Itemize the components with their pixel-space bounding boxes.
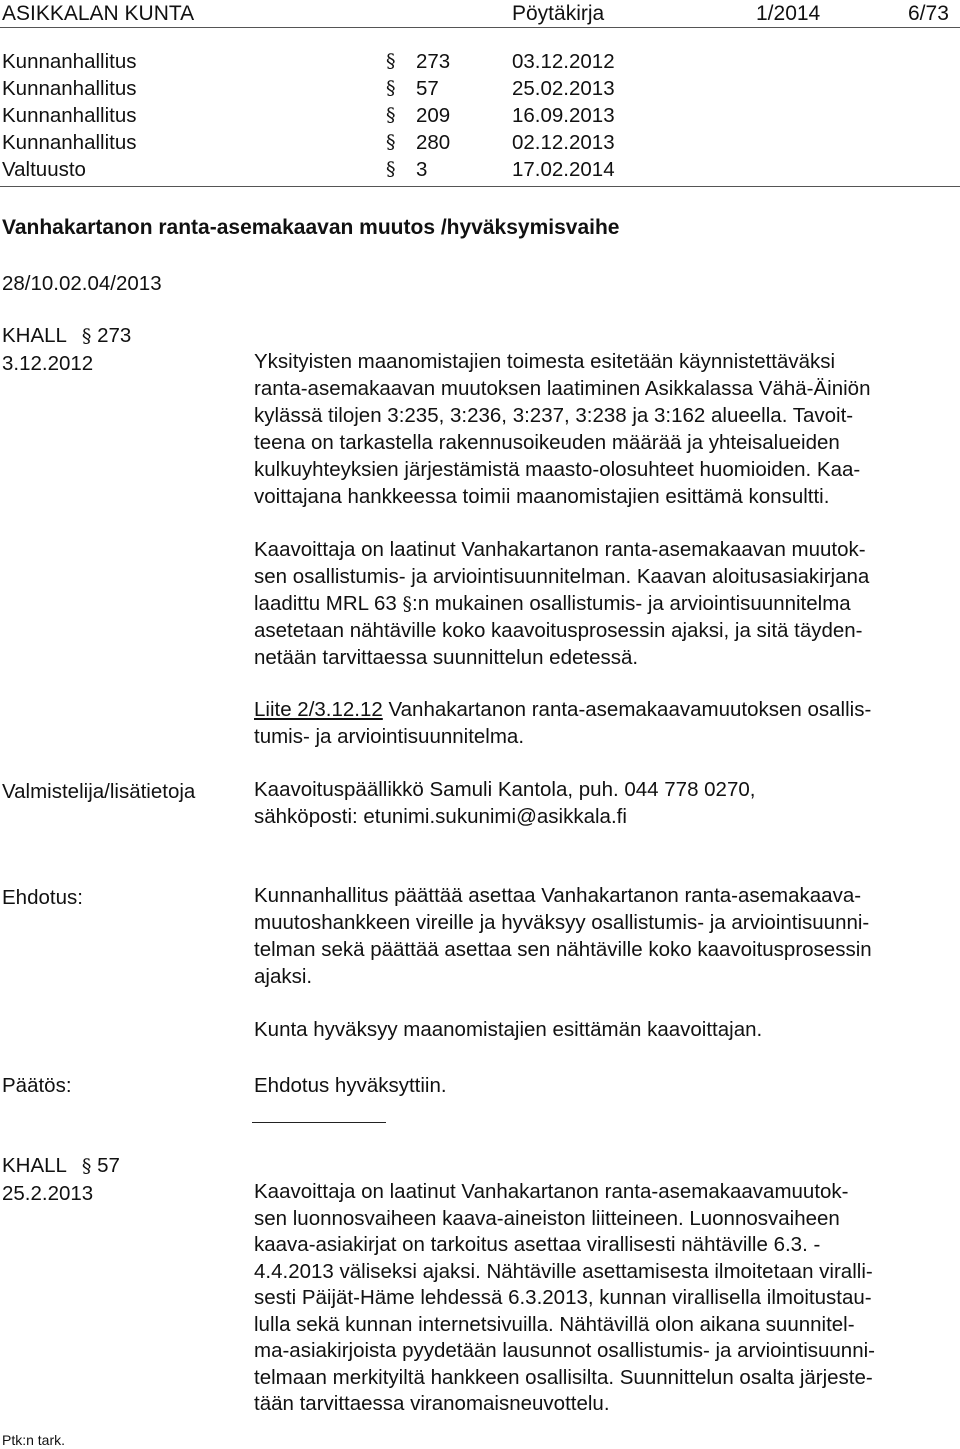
history-body: Kunnanhallitus (2, 104, 137, 127)
text-line: Kunta hyväksyy maanomistajien esittämän kaavoittajan. (254, 1018, 763, 1041)
kh1-body: KHALL (2, 324, 67, 347)
page-number: 6/73 (908, 2, 949, 25)
text-line: voittajana hankkeessa toimii maanomistajien esittämä konsultti. (254, 485, 830, 508)
section-sign-icon: § (402, 593, 413, 615)
text-line (254, 594, 851, 615)
history-row (2, 131, 702, 158)
text-line: sen osallistumis- ja arviointisuunnitelman. Kaavan aloitusasiakirjana (254, 565, 870, 588)
text-line: kaava-asiakirjat on tarkoitus asettaa virallisesti nähtäville 6.3. - (254, 1233, 821, 1256)
text-fragment: :n mukainen osallistumis- ja arviointisuunnitelma (412, 592, 851, 615)
section-divider (0, 186, 960, 187)
text-line: 4.4.2013 väliseksi ajaksi. Nähtäville asettamisesta ilmoitetaan viralli- (254, 1259, 873, 1283)
text-line: ranta-asemakaavan muutoksen laatiminen Asikkalassa Vähä-Äiniön (254, 377, 871, 400)
history-body: Kunnanhallitus (2, 50, 137, 73)
text-line: sähköposti: etunimi.sukunimi@asikkala.fi (254, 805, 627, 828)
text-line: kylässä tilojen 3:235, 3:236, 3:237, 3:238 ja 3:162 alueella. Tavoit- (254, 404, 854, 427)
history-number: 280 (416, 131, 451, 154)
text-fragment: laadittu MRL 63 (254, 592, 403, 615)
text-line: telmaan merkityiltä hankkeen osallisilta. Suunnittelun osalta järjeste- (254, 1365, 873, 1389)
text-line: telman sekä päättää asettaa sen nähtäville koko kaavoitusprosessin (254, 938, 872, 961)
footer-initials-label: Ptk:n tark. (2, 1432, 66, 1448)
proposal-label: Ehdotus: (2, 886, 83, 909)
history-row (2, 50, 702, 77)
history-number: 57 (416, 77, 439, 100)
section-sign-icon: § (81, 1155, 92, 1177)
kh1-heading (2, 324, 131, 348)
history-row (2, 77, 702, 104)
text-line: ajaksi. (254, 965, 313, 988)
municipality-name: ASIKKALAN KUNTA (2, 2, 195, 25)
text-line: kulkuyhteyksien järjestämistä maasto-olosuhteet huomioiden. Kaa- (254, 458, 861, 481)
history-row (2, 104, 702, 131)
section-sign-icon: § (386, 131, 396, 153)
preparer-label: Valmistelija/lisätietoja (2, 780, 196, 803)
text-line: netään tarvittaessa suunnittelun edetessä. (254, 646, 639, 669)
text-line: Kaavoituspäällikkö Samuli Kantola, puh. 044 778 0270, (254, 778, 756, 801)
history-number: 273 (416, 50, 451, 73)
kh2-body: KHALL (2, 1154, 67, 1177)
reference-number: 28/10.02.04/2013 (2, 272, 162, 295)
kh2-number: 57 (97, 1154, 120, 1177)
history-date: 03.12.2012 (512, 50, 615, 73)
history-body: Kunnanhallitus (2, 131, 137, 154)
decision-label: Päätös: (2, 1074, 72, 1097)
decision-text: Ehdotus hyväksyttiin. (254, 1074, 447, 1097)
kh1-number: 273 (97, 324, 132, 347)
section-sign-icon: § (386, 50, 396, 72)
section-sign-icon: § (386, 77, 396, 99)
history-date: 17.02.2014 (512, 158, 615, 181)
text-line: Yksityisten maanomistajien toimesta esitetään käynnistettäväksi (254, 350, 836, 373)
history-date: 16.09.2013 (512, 104, 615, 127)
kh2-date: 25.2.2013 (2, 1182, 94, 1205)
text-line (254, 700, 871, 721)
text-line: tumis- ja arviointisuunnitelma. (254, 725, 525, 748)
history-date: 02.12.2013 (512, 131, 615, 154)
text-line: Kaavoittaja on laatinut Vanhakartanon ranta-asemakaavamuutok- (254, 1180, 849, 1203)
attachment-title: Vanhakartanon ranta-asemakaavamuutoksen osallis- (382, 698, 872, 721)
history-body: Kunnanhallitus (2, 77, 137, 100)
section-sign-icon: § (386, 158, 396, 180)
text-line: sen luonnosvaiheen kaava-aineiston liitteineen. Luonnosvaiheen (254, 1206, 840, 1230)
text-line: teena on tarkastella rakennusoikeuden määrää ja yhteisalueiden (254, 431, 840, 454)
text-line: muutoshankkeen vireille ja hyväksyy osallistumis- ja arviointisuunni- (254, 911, 870, 934)
section-sign-icon: § (81, 325, 92, 347)
text-line: sesti Päijät-Häme lehdessä 6.3.2013, kunnan virallisella ilmoitustau- (254, 1286, 872, 1309)
attachment-link[interactable]: Liite 2/3.12.12 (254, 698, 383, 721)
kh2-heading (2, 1154, 120, 1178)
history-number: 209 (416, 104, 451, 127)
header-divider (0, 27, 960, 28)
text-line: Kunnanhallitus päättää asettaa Vanhakartanon ranta-asemakaava- (254, 884, 862, 907)
history-body: Valtuusto (2, 158, 86, 181)
document-type: Pöytäkirja (512, 2, 605, 25)
item-title: Vanhakartanon ranta-asemakaavan muutos /hyväksymisvaihe (2, 216, 620, 239)
kh1-date: 3.12.2012 (2, 352, 94, 375)
text-line: asetetaan nähtäville koko kaavoitusprosessin ajaksi, ja sitä täyden- (254, 619, 863, 642)
text-line: lulla sekä kunnan internetsivuilla. Nähtävillä olon aikana suunnitel- (254, 1312, 855, 1336)
text-line: tään tarvittaessa viranomaisneuvottelu. (254, 1392, 610, 1415)
history-row (2, 158, 702, 185)
text-line: ma-asiakirjoista pyydetään lausunnot osallistumis- ja arviointisuunni- (254, 1339, 875, 1362)
history-number: 3 (416, 158, 428, 181)
text-line: Kaavoittaja on laatinut Vanhakartanon ranta-asemakaavan muutok- (254, 538, 866, 561)
section-sign-icon: § (386, 104, 396, 126)
history-date: 25.02.2013 (512, 77, 615, 100)
decision-rule (252, 1122, 386, 1123)
issue-number: 1/2014 (756, 2, 821, 25)
